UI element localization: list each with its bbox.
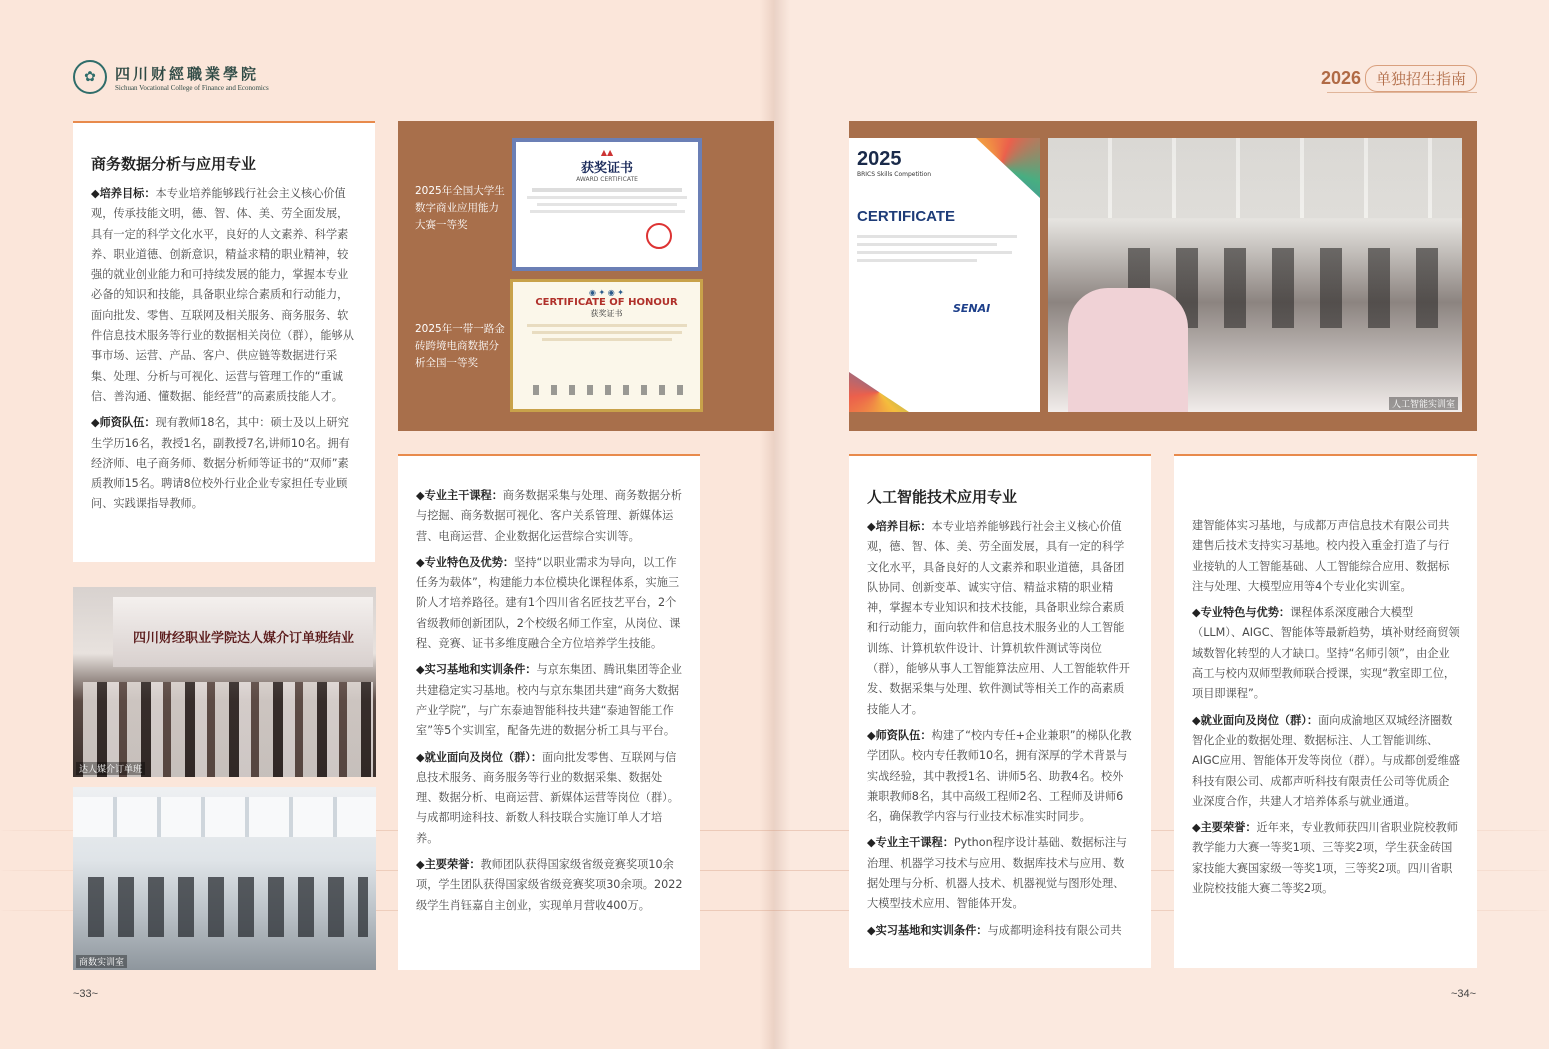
honors-text: 近年来，专业教师获四川省职业院校教师教学能力大赛一等奖1项、三等奖2项，学生获金砖国家技能大赛国家级一等奖1项，三等奖2项。四川省职业院校技能大赛二等奖2项。 — [1192, 821, 1458, 896]
red-seal-icon — [646, 223, 672, 249]
certificate-logos-icon: ◉ ✦ ◉ ✦ — [589, 288, 624, 297]
training-goal-label: ◆培养目标： — [867, 520, 932, 533]
training-goal-label: ◆培养目标： — [91, 187, 156, 200]
student-figure — [1068, 288, 1188, 412]
major-details-box-business — [398, 454, 700, 970]
page-number-left: ~33~ — [73, 988, 99, 1000]
main-courses — [416, 486, 683, 547]
employment — [1192, 711, 1460, 812]
features-label: ◆专业特色与优势： — [1192, 606, 1291, 620]
school-logo — [73, 60, 269, 94]
faculty — [867, 726, 1134, 827]
photo-tag: 人工智能实训室 — [1389, 397, 1458, 410]
main-courses — [867, 833, 1134, 914]
faculty-text: 现有教师18名，其中：硕士及以上研究生学历16名，教授1名，副教授7名,讲师10名。拥有经济师、电子商务师、数据分析师等证书的“双师”素质教师15名。聘请8位校外行业企业专家担任专业顾问、实践课指导教师。 — [91, 416, 350, 511]
training-goal — [867, 517, 1134, 720]
training-goal — [91, 184, 358, 407]
faculty — [91, 413, 358, 514]
school-name-block — [115, 63, 269, 92]
features-text: 课程体系深度融合大模型（LLM）、AIGC、智能体等最新趋势，填补财经商贸领域数智化转型的人才缺口。坚持“名师引领”，由企业高工与校内双师型教师联合授课，实现“教室即工位，项目即课程”。 — [1192, 606, 1460, 701]
brics-certificate-title: CERTIFICATE — [857, 208, 956, 225]
school-seal-icon: ✿ — [73, 60, 107, 94]
brics-brand: BRICS Skills Competition — [857, 171, 931, 178]
page-number-right: ~34~ — [1451, 988, 1477, 1000]
photo-data-lab — [73, 787, 376, 970]
features-label: ◆专业特色及优势： — [416, 555, 515, 569]
honors-label: ◆主要荣誉： — [416, 858, 481, 872]
guide-title: 单独招生指南 — [1365, 65, 1477, 92]
photo-banner-text: 四川财经职业学院达人媒介订单班结业 — [133, 631, 355, 646]
training-goal-text: 本专业培养能够践行社会主义核心价值观，传承技能文明，德、智、体、美、劳全面发展，具有一定的科学文化水平，良好的人文素养、科学素养、职业道德、创新意识，精益求精的职业精神，较强的就业创业能力和可持续发展的能力，掌握本专业必备的知识和技能，具备职业综合素质和行动能力，面向批发、零售、互联网及相关服务、商务服务、软件信息技术服务等行业的数据相关岗位（群），能够从事市场、运营、产品、客户、供应链等数据进行采集、处理、分析与可视化、运营与管理工作的“重诚信、善沟通、懂数据、能经营”的高素质技能人才。 — [91, 187, 354, 403]
award-certificate-1 — [512, 138, 702, 271]
faculty-text: 构建了“校内专任+企业兼职”的梯队化教学团队。校内专任教师10名，拥有深厚的学术背景与实战经验，其中教授1名、讲师5名、助教4名。校外兼职教师8名，其中高级工程师2名、工程师及讲师6名，确保教学内容与行业技术标准实时同步。 — [867, 728, 1132, 824]
faculty-label: ◆师资队伍： — [867, 728, 932, 742]
major-intro-box-ai — [849, 454, 1151, 968]
employment-label: ◆就业面向及岗位（群）： — [416, 750, 543, 764]
employment-label: ◆就业面向及岗位（群）： — [1192, 713, 1319, 727]
photo-tag: 商数实训室 — [76, 955, 127, 968]
certificate-1-title: 获奖证书 — [580, 161, 633, 176]
features-text: 坚持“以职业需求为导向，以工作任务为载体”，构建能力本位模块化课程体系，实施三阶人才培养路径。建有1个四川省名匠技艺平台，2个省级教师创新团队，2个校级名师工作室，从岗位、课程、竞赛、证书多维度融合全方位培养学生技能。 — [416, 555, 681, 651]
employment-text: 面向成渝地区双城经济圈数智化企业的数据处理、数据标注、人工智能训练、AIGC应用、智能体开发等岗位（群）。与成都创爱维盛科技有限公司、成都声听科技有限责任公司等优质企业深度合作，共建人才培养体系与就业通道。 — [1192, 713, 1460, 808]
signatures — [533, 385, 683, 395]
certificate-logo-icon: ▲▲ — [600, 148, 614, 157]
header-underline — [1327, 92, 1477, 93]
school-name-cn: 四川财經職業學院 — [115, 64, 260, 83]
faculty-label: ◆师资队伍： — [91, 416, 156, 430]
practice-base-label: ◆实习基地和实训条件： — [416, 663, 537, 677]
major-details-box-ai — [1174, 454, 1477, 968]
major-title: 人工智能技术应用专业 — [867, 488, 1018, 506]
certificate-2-title: CERTIFICATE OF HONOUR — [535, 297, 678, 308]
brics-year: 2025 — [857, 148, 902, 170]
features — [1192, 603, 1460, 704]
photo-order-class — [73, 587, 376, 777]
practice-base-text: 与成都明途科技有限公司共 — [987, 923, 1122, 937]
honors-text: 教师团队获得国家级省级竞赛奖项10余项，学生团队获得国家级省级竞赛奖项30余项。2022级学生肖钰嘉自主创业，实现单月营收400万。 — [416, 858, 683, 912]
brics-certificate — [849, 138, 1040, 412]
award-caption-2: 2025年一带一路金砖跨境电商数据分析全国一等奖 — [415, 323, 505, 369]
main-courses-text: Python程序设计基础、数据标注与治理、机器学习技术与应用、数据库技术与应用、数据处理与分析、机器人技术、机器视觉与图形处理、大模型技术应用、智能体开发。 — [867, 836, 1127, 911]
certificate-1-subtitle: AWARD CERTIFICATE — [576, 176, 638, 183]
features — [416, 553, 683, 654]
guide-year: 2026 — [1320, 68, 1361, 88]
honors-label: ◆主要荣誉： — [1192, 821, 1257, 835]
practice-base-text: 与京东集团、腾讯集团等企业共建稳定实习基地。校内与京东集团共建“商务大数据产业学院”，与广东泰迪智能科技共建“泰迪智能工作室”等5个实训室，配备先进的数据分析工具与平台。 — [416, 663, 682, 738]
brics-ribbon-bottom — [849, 372, 909, 412]
major-intro-box-business — [73, 121, 375, 562]
award-certificate-2 — [510, 279, 703, 412]
training-goal-text: 本专业培养能够践行社会主义核心价值观，德、智、体、美、劳全面发展，具有一定的科学文化水平，具备良好的人文素养和职业道德，具备团队协同、创新变革、诚实守信、精益求精的职业精神，掌握本专业知识和技术技能，具备职业综合素质和行动能力，面向软件和信息技术服务业的人工智能训练、计算机软件设计、计算机软件测试等岗位（群），能够从事人工智能算法应用、人工智能软件开发、数据采集与处理、软件测试等相关工作的高素质技能人才。 — [867, 520, 1130, 716]
honors — [416, 855, 683, 916]
photo-ai-lab — [1048, 138, 1462, 412]
honors — [1192, 818, 1460, 899]
photo-tag: 达人媒介订单班 — [76, 762, 145, 775]
main-courses-text: 商务数据采集与处理、商务数据分析与挖掘、商务数据可视化、客户关系管理、新媒体运营、电商运营、企业数据化运营综合实训等。 — [416, 489, 682, 543]
practice-base — [416, 660, 683, 741]
employment-text: 面向批发零售、互联网与信息技术服务、商务服务等行业的数据采集、数据处理、数据分析、电商运营、新媒体运营等岗位（群）。与成都明途科技、新数人科技联合实施订单人才培养。 — [416, 750, 679, 845]
certificate-2-subtitle: 获奖证书 — [590, 309, 623, 318]
school-name-en: Sichuan Vocational College of Finance and Economics — [115, 83, 269, 92]
award-caption-1: 2025年全国大学生数字商业应用能力大赛一等奖 — [415, 185, 505, 231]
computer-rows — [88, 877, 368, 937]
employment — [416, 748, 683, 849]
main-courses-label: ◆专业主干课程： — [416, 489, 503, 502]
practice-base-label: ◆实习基地和实训条件： — [867, 923, 988, 937]
practice-base-continued: 建智能体实习基地，与成都万声信息技术有限公司共建售后技术支持实习基地。校内投入重金打造了与行业接轨的人工智能基础、人工智能综合应用、数据标注与处理、大模型应用等4个专业化实训室。 — [1192, 519, 1450, 593]
main-courses-label: ◆专业主干课程： — [867, 836, 954, 850]
guide-header — [1321, 65, 1477, 92]
practice-base — [867, 921, 1134, 941]
major-title: 商务数据分析与应用专业 — [91, 155, 257, 173]
senai-logo: SENAI — [953, 302, 991, 315]
